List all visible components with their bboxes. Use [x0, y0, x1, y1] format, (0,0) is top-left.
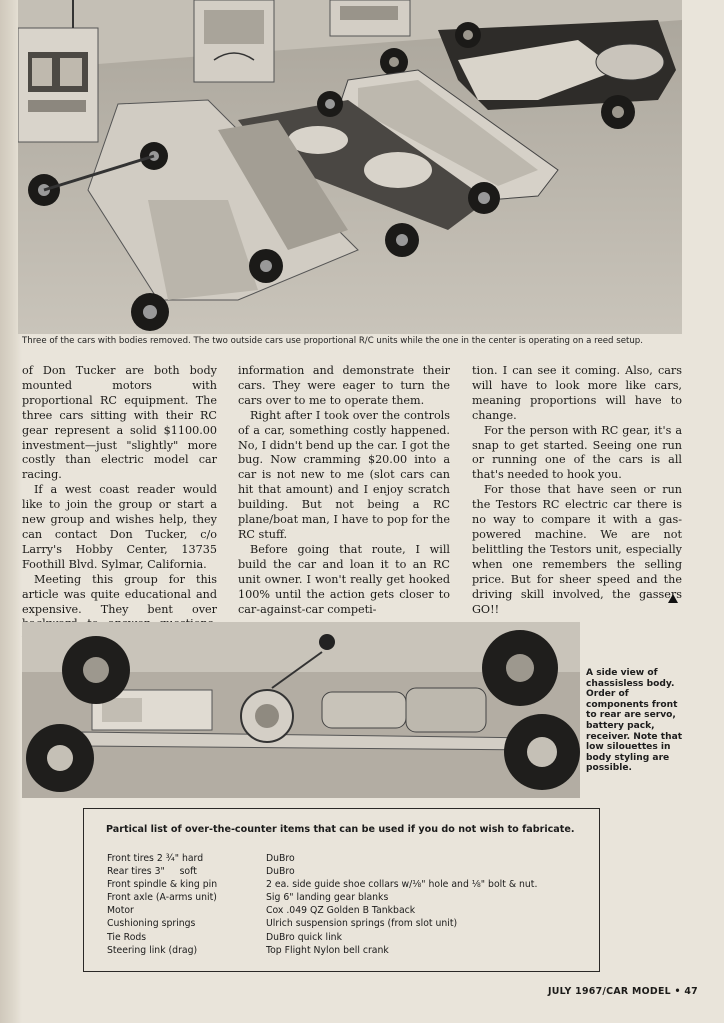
part-item: Front spindle & king pin: [107, 879, 218, 891]
part-source: 2 ea. side guide shoe collars w/⅛" hole and ⅛" bolt & nut.: [266, 879, 538, 891]
photo-chassisless-side-view: [22, 622, 580, 798]
parts-row: [107, 891, 537, 904]
paragraph: For the person with RC gear, it's a snap to get started. Seeing one run or running one of the cars is all that's needed to hook you.: [472, 423, 682, 482]
parts-row: [107, 931, 537, 944]
part-source: DuBro: [266, 853, 295, 864]
part-item: Tie Rods: [107, 931, 147, 943]
part-item: Cushioning springs: [107, 918, 196, 930]
parts-row: [107, 944, 537, 957]
parts-list-table: [107, 852, 537, 957]
paragraph: For those that have seen or run the Testors RC electric car there is no way to compare it with a gas-powered machine. We are not belittling the Testors unit, especially when one remembers the selling price. But for sheer speed and the driving skill involved, the gassers GO!!: [472, 483, 682, 616]
part-source: Cox .049 QZ Golden B Tankback: [266, 905, 416, 917]
transmitter-center: [194, 0, 274, 82]
transmitter-right: [330, 0, 410, 36]
article-column-2: [238, 364, 450, 617]
article-column-1: [22, 364, 217, 647]
part-source: Sig 6" landing gear blanks: [266, 892, 389, 904]
page-footer-folio: JULY 1967/CAR MODEL • 47: [547, 986, 698, 997]
article-column-3: [472, 364, 682, 617]
parts-list-box: [83, 808, 600, 972]
part-source: DuBro quick link: [266, 931, 342, 943]
part-item: Front tires 2 ¾" hard: [107, 853, 204, 864]
paragraph: information and demonstrate their cars. They were eager to turn the cars over to me to operate them.: [238, 364, 450, 407]
part-source: Top Flight Nylon bell crank: [266, 944, 389, 956]
photo-three-cars: [18, 0, 682, 334]
end-of-article-triangle-icon: [668, 594, 678, 603]
parts-row: [107, 878, 537, 891]
parts-row: [107, 852, 537, 865]
part-item: Steering link (drag): [107, 944, 198, 956]
top-photo-caption: Three of the cars with bodies removed. The two outside cars use proportional R/C units while the one in the center is operating on a reed setup.: [22, 336, 643, 346]
side-photo-caption: A side view of chassisless body. Order of components front to rear are servo, battery pack, receiver. Note that low silouettes in body styling are possible.: [586, 668, 683, 774]
paragraph: Right after I took over the controls of a car, something costly happened. No, I didn't bend up the car. I got the bug. Now cramming $20.00 into a car is not new to me (slot cars can hit that amount) and I enjoy scratch building. But not being a RC plane/boat man, I have to pop for the RC stuff.: [238, 408, 450, 541]
paragraph: tion. I can see it coming. Also, cars will have to look more like cars, meaning proportions will have to change.: [472, 364, 682, 422]
part-item: Rear tires 3" soft: [107, 866, 197, 878]
parts-list-title: Partical list of over-the-counter items that can be used if you do not wish to fabricate.: [106, 824, 575, 835]
paragraph: Before going that route, I will build the car and loan it to an RC unit owner. I won't really get hooked 100% until the action gets closer to car-against-car competi-: [238, 542, 450, 616]
paragraph: of Don Tucker are both body mounted motors with proportional RC equipment. The three cars sitting with their RC gear represent a solid $1100.00 investment—just "slightly" more costly than electric model car racing.: [22, 364, 217, 482]
paragraph: Meeting this group for this article was quite educational and expensive. They bent over: [22, 572, 217, 616]
part-item: Front axle (A-arms unit): [107, 892, 217, 904]
parts-row: [107, 865, 537, 878]
part-source: DuBro: [266, 866, 295, 878]
part-source: Ulrich suspension springs (from slot unit): [266, 918, 458, 930]
parts-row: [107, 904, 537, 917]
part-item: Motor: [107, 905, 134, 917]
paragraph: If a west coast reader would like to join the group or start a new group and wishes help, they can contact Don Tucker, c/o Larry's Hobby Center, 13735 Foothill Blvd. Sylmar, California.: [22, 483, 217, 571]
parts-row: [107, 917, 537, 930]
